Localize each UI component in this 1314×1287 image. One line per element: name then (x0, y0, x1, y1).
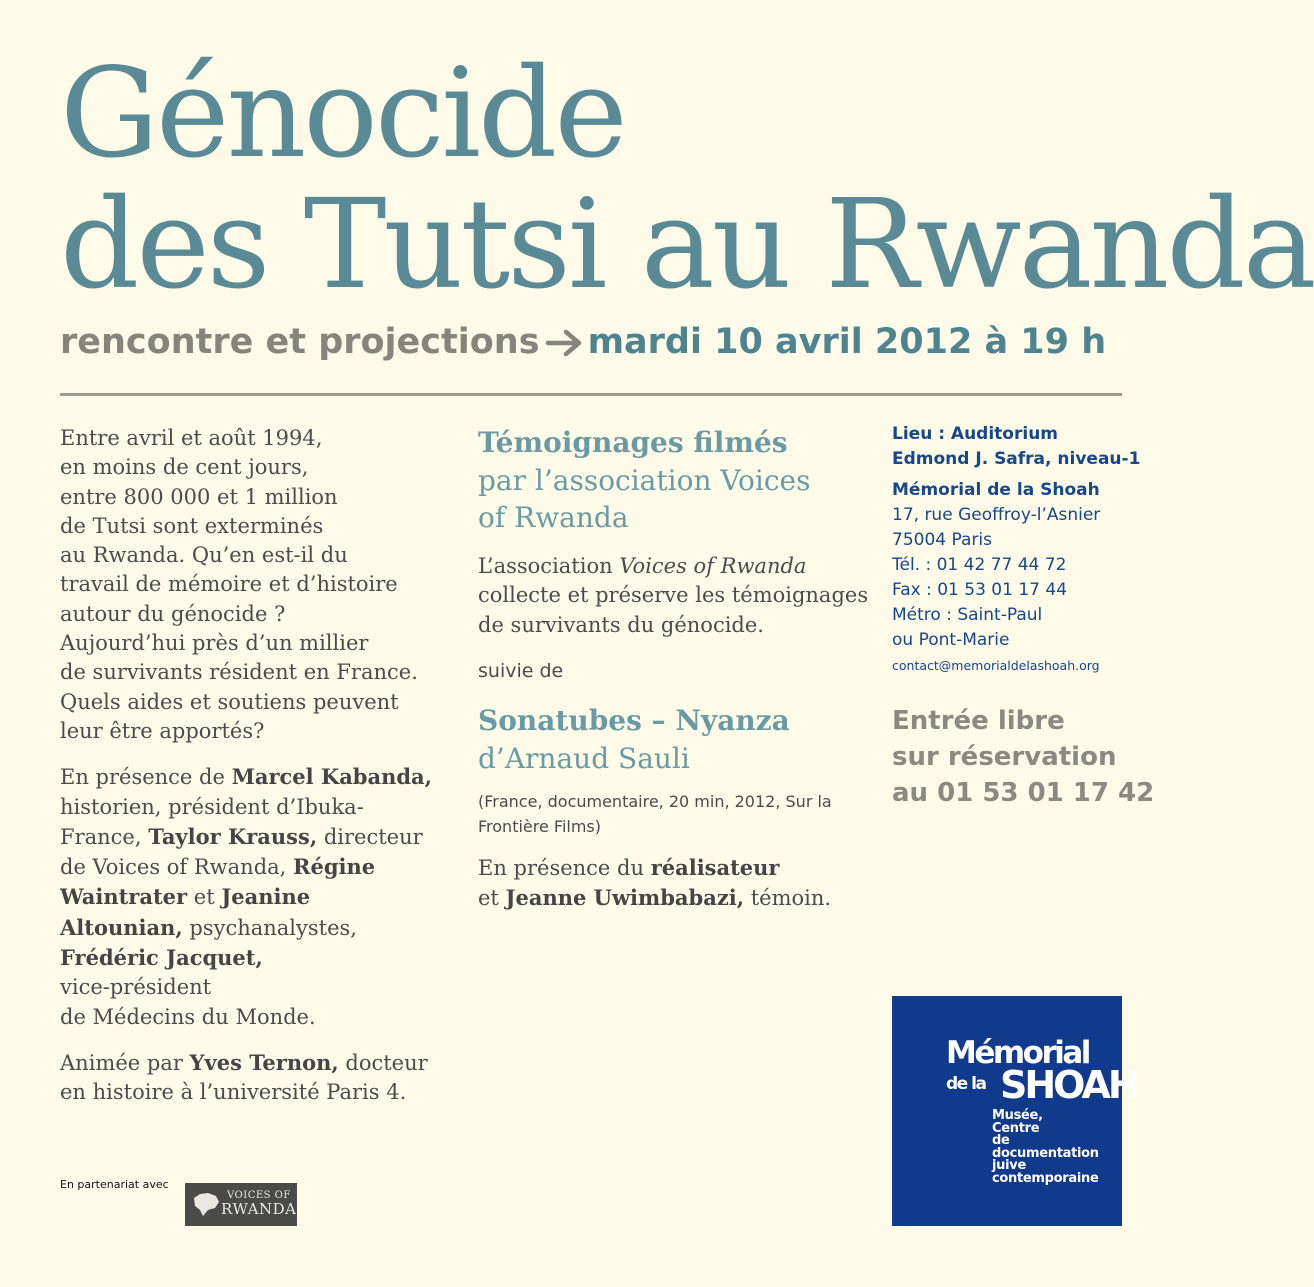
speakers-paragraph: En présence de Marcel Kabanda, historien, président d’Ibuka-France, Taylor Krauss, directeur de Voices of Rwanda, Régine Waintrater et Jeanine Altounian, psychanalystes, Frédéric Jacquet, vice-président de Médecins du Monde. (60, 764, 432, 1029)
film2-info: (France, documentaire, 20 min, 2012, Sur la Frontière Films) (478, 791, 832, 836)
logo-tagline: Musée, Centre de documentation juive contemporaine (992, 1108, 1099, 1186)
films-column (478, 424, 869, 913)
voices-of-rwanda-logo[interactable]: VOICES OF RWANDA (185, 1183, 297, 1226)
logo-text-shoah: SHOAH (1000, 1063, 1137, 1107)
logo-text-de-la: de la (946, 1074, 986, 1094)
phone: Tél. : 01 42 77 44 72 (892, 555, 1067, 575)
fax: Fax : 01 53 01 17 44 (892, 580, 1068, 600)
metro-line-2: ou Pont-Marie (892, 630, 1010, 650)
film1-description: L’association Voices of Rwanda collecte et préserve les témoignages de survivants du génocide. (478, 554, 869, 637)
arrow-right-icon (546, 329, 584, 357)
venue-line-1: Lieu : Auditorium (892, 424, 1059, 444)
partner-label: En partenariat avec (60, 1178, 169, 1191)
film1-subtitle: par l’association Voices of Rwanda (478, 464, 811, 534)
speaker-name: Régine Waintrater (60, 854, 376, 910)
speaker-name: Jeanine Altounian, (60, 884, 311, 940)
film2-title: Sonatubes – Nyanza (478, 703, 790, 737)
title-line-2: des Tutsi au Rwanda (60, 173, 1314, 317)
intro-paragraph: Entre avril et août 1994, en moins de cent jours, entre 800 000 et 1 million de Tutsi sont exterminés au Rwanda. Qu’en est-il du travail de mémoire et d’histoire autour du génocide ? Aujourd’hui près d’un millier de survivants résident en France. Quels aides et soutiens peuvent leur être apportés? (60, 426, 418, 743)
moderator-paragraph: Animée par Yves Ternon, docteur en histoire à l’université Paris 4. (60, 1049, 428, 1105)
speaker-name: Taylor Krauss, (148, 823, 318, 849)
venue-line-2: Edmond J. Safra, niveau-1 (892, 449, 1141, 469)
film1-title: Témoignages filmés (478, 426, 788, 459)
memorial-shoah-logo[interactable] (892, 996, 1137, 1226)
followed-by-label: suivie de (478, 659, 564, 682)
address-line-2: 75004 Paris (892, 530, 992, 550)
address-line-1: 17, rue Geoffroy-l’Asnier (892, 505, 1101, 525)
intro-column (60, 424, 440, 1124)
organization-name: Mémorial de la Shoah (892, 480, 1100, 500)
speaker-name: Frédéric Jacquet, (60, 945, 263, 971)
reservation-info: Entrée libre sur réservation au 01 53 01 17 42 (892, 706, 1155, 808)
email-link[interactable]: contact@memorialdelashoah.org (892, 658, 1100, 673)
film2-subtitle: d’Arnaud Sauli (478, 741, 690, 775)
film2-guests: En présence du réalisateur et Jeanne Uwimbabazi, témoin. (478, 854, 832, 911)
speaker-name: Marcel Kabanda, (231, 764, 432, 790)
metro-line-1: Métro : Saint-Paul (892, 605, 1043, 625)
event-subtitle (60, 318, 1106, 366)
subtitle-date: mardi 10 avril 2012 à 19 h (587, 322, 1107, 362)
rwanda-map-icon (191, 1190, 221, 1218)
subtitle-event-type: rencontre et projections (60, 322, 540, 362)
moderator-name: Yves Ternon, (189, 1049, 339, 1075)
divider (60, 393, 1122, 396)
venue-info (892, 422, 1152, 678)
logo-text-memorial: Mémorial (946, 1035, 1089, 1071)
title-line-1: Génocide (60, 42, 625, 186)
